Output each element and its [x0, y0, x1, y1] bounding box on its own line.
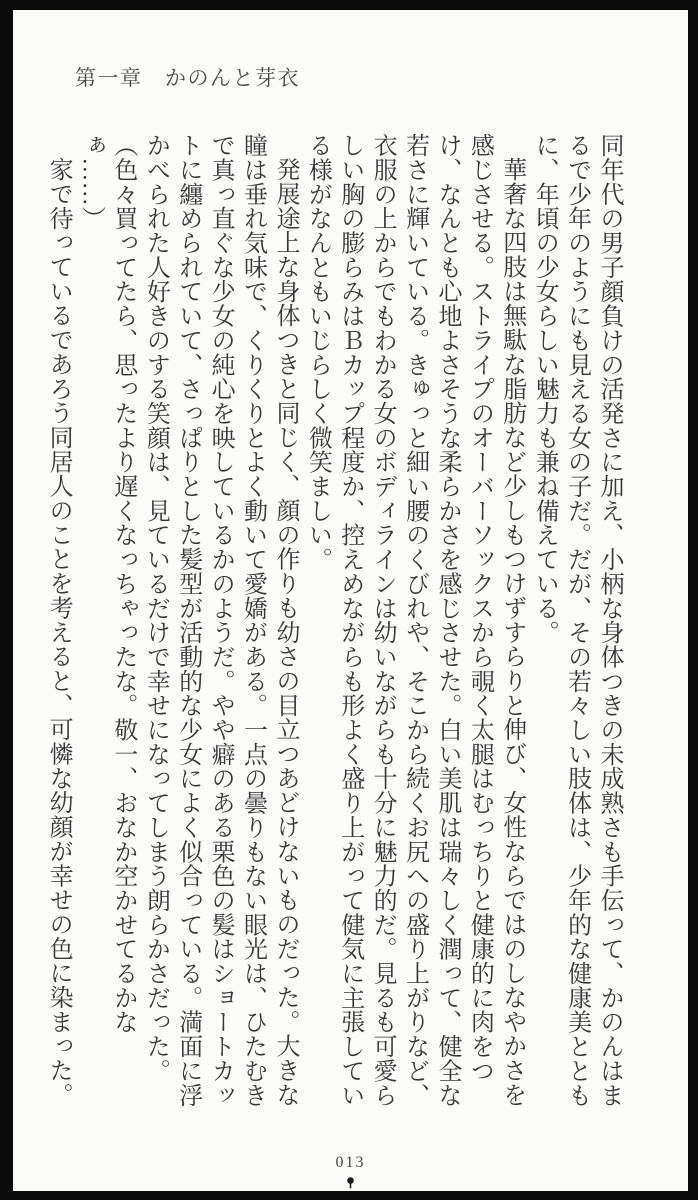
- book-page: [13, 10, 688, 1191]
- body-text: [40, 133, 625, 1109]
- paragraph: 華奢な四肢は無駄な脂肪など少しもつけずすらりと伸び、女性ならではのしなやかさを感じさせる。ストライプのオーバーソックスから覗く太腿はむっちりと健康的に肉をつけ、なんとも心地よさそうな柔らかさを感じさせた。白い美肌は瑞々しく潤って、健全な若さに輝いている。きゅっと細い腰のくびれや、そこから続くお尻への盛り上がりなど、衣服の上からでもわかる女のボディラインは幼いながらも十分に魅力的だ。見るも可愛らしい胸の膨らみはＢカップ程度か、控えめながらも形よく盛り上がって健気に主張している様がなんともいじらしく微笑ましい。: [304, 133, 525, 1107]
- paragraph: （色々買ってたら、思ったより遅くなっちゃったな。敬一、おなか空かせてるかなぁ……）: [77, 133, 136, 1034]
- paragraph: 家で待っているであろう同居人のことを考えると、可憐な幼顔が幸せの色に染まった。: [45, 157, 72, 1107]
- paragraph: 発展途上な身体つきと同じく、顔の作りも幼さの目立つあどけないものだった。大きな瞳は垂れ気味で、くりくりとよく動いて愛嬌がある。一点の曇りもない眼光は、ひたむきで真っ直ぐな少女の純心を映しているかのようだ。やや癖のある栗色の髪はショートカットに纏められていて、さっぱりとした髪型が活動的な少女によく似合っている。満面に浮かべられた人好きのする笑顔は、見ているだけで幸せになってしまう朗らかさだった。: [142, 133, 298, 1107]
- page-footer: [13, 1154, 688, 1189]
- chapter-heading: 第一章 かのんと芽衣: [75, 66, 300, 90]
- paragraph: 同年代の男子顔負けの活発さに加え、小柄な身体つきの未成熟さも手伝って、かのんはまるで少年のようにも見える女の子だ。だが、その若々しい肢体は、少年的な健康美とともに、年頃の少女らしい魅力も兼ね備えている。: [531, 133, 622, 1107]
- page-number: 013: [335, 1154, 366, 1171]
- bud-mark-icon: [13, 1177, 688, 1189]
